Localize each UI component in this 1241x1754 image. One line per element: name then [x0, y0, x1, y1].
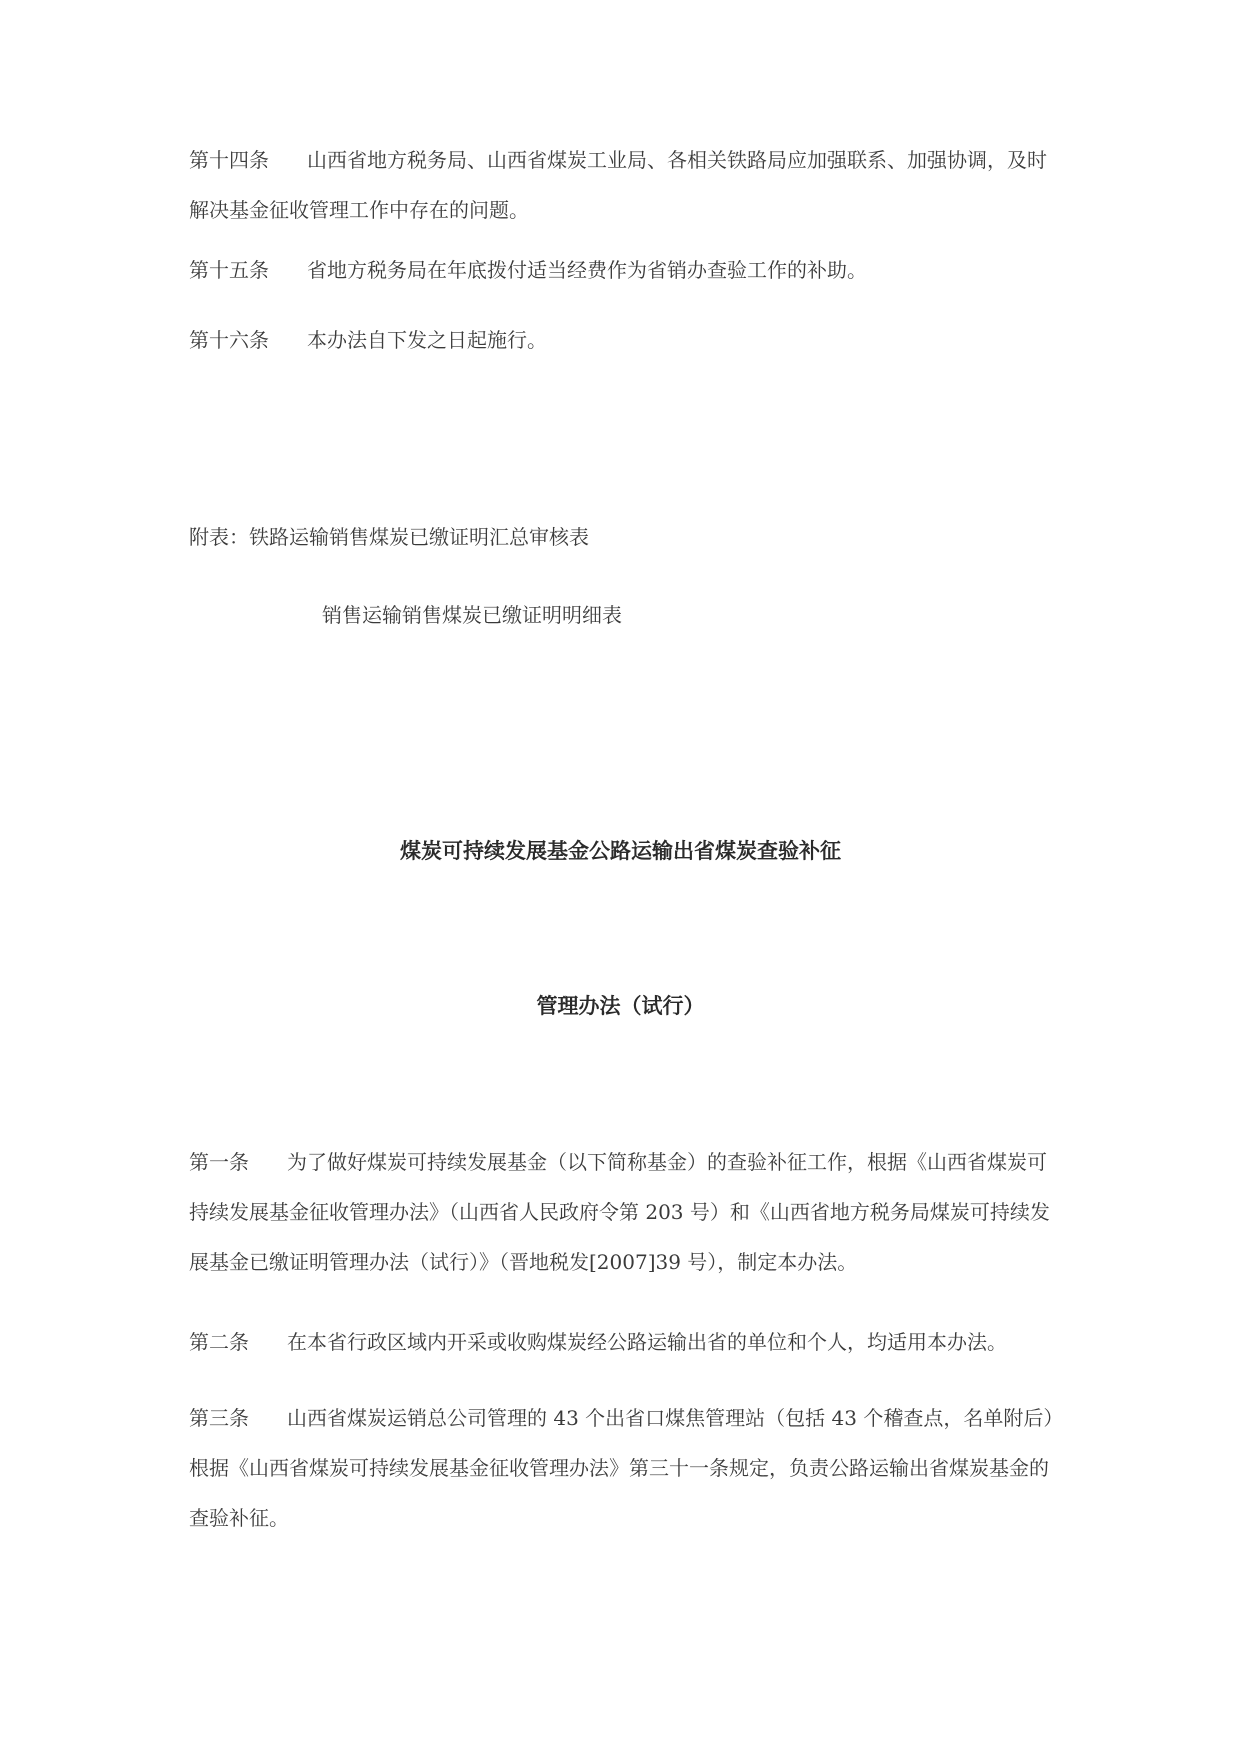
article-1: [189, 1137, 1059, 1287]
article-text: 山西省地方税务局、山西省煤炭工业局、各相关铁路局应加强联系、加强协调，及时解决基金征收管理工作中存在的问题。: [189, 148, 1047, 222]
article-number: 第十四条: [189, 148, 269, 172]
article-text: 为了做好煤炭可持续发展基金（以下简称基金）的查验补征工作，根据《山西省煤炭可持续发展基金征收管理办法》（山西省人民政府令第 203 号）和《山西省地方税务局煤炭可持续发展基金已缴证明管理办法（试行）》（晋地税发[2007]39 号），制定本办法。: [189, 1150, 1050, 1274]
article-14: [189, 135, 1059, 235]
article-3: [189, 1393, 1059, 1543]
article-15: [189, 245, 1059, 295]
article-text: 山西省煤炭运销总公司管理的 43 个出省口煤焦管理站（包括 43 个稽查点，名单附后）根据《山西省煤炭可持续发展基金征收管理办法》第三十一条规定，负责公路运输出省煤炭基金的查验补征。: [189, 1406, 1054, 1530]
attachment-line-1: [189, 512, 1059, 562]
attachment-label: 附表：: [189, 525, 249, 549]
article-text: 本办法自下发之日起施行。: [307, 328, 547, 352]
article-number: 第十五条: [189, 258, 269, 282]
article-number: 第二条: [189, 1330, 249, 1354]
article-number: 第一条: [189, 1150, 249, 1174]
article-16: [189, 315, 1059, 365]
attachment-line-2: [322, 590, 1022, 640]
document-title-line-2: 管理办法（试行）: [536, 994, 705, 1018]
article-text: 在本省行政区域内开采或收购煤炭经公路运输出省的单位和个人，均适用本办法。: [287, 1330, 1007, 1354]
article-2: [189, 1317, 1059, 1367]
article-number: 第十六条: [189, 328, 269, 352]
attachment-item: 销售运输销售煤炭已缴证明明细表: [322, 603, 622, 627]
article-text: 省地方税务局在年底拨付适当经费作为省销办查验工作的补助。: [307, 258, 867, 282]
document-title-line-1: 煤炭可持续发展基金公路运输出省煤炭查验补征: [400, 839, 841, 863]
article-number: 第三条: [189, 1406, 249, 1430]
attachment-item: 铁路运输销售煤炭已缴证明汇总审核表: [249, 525, 589, 549]
